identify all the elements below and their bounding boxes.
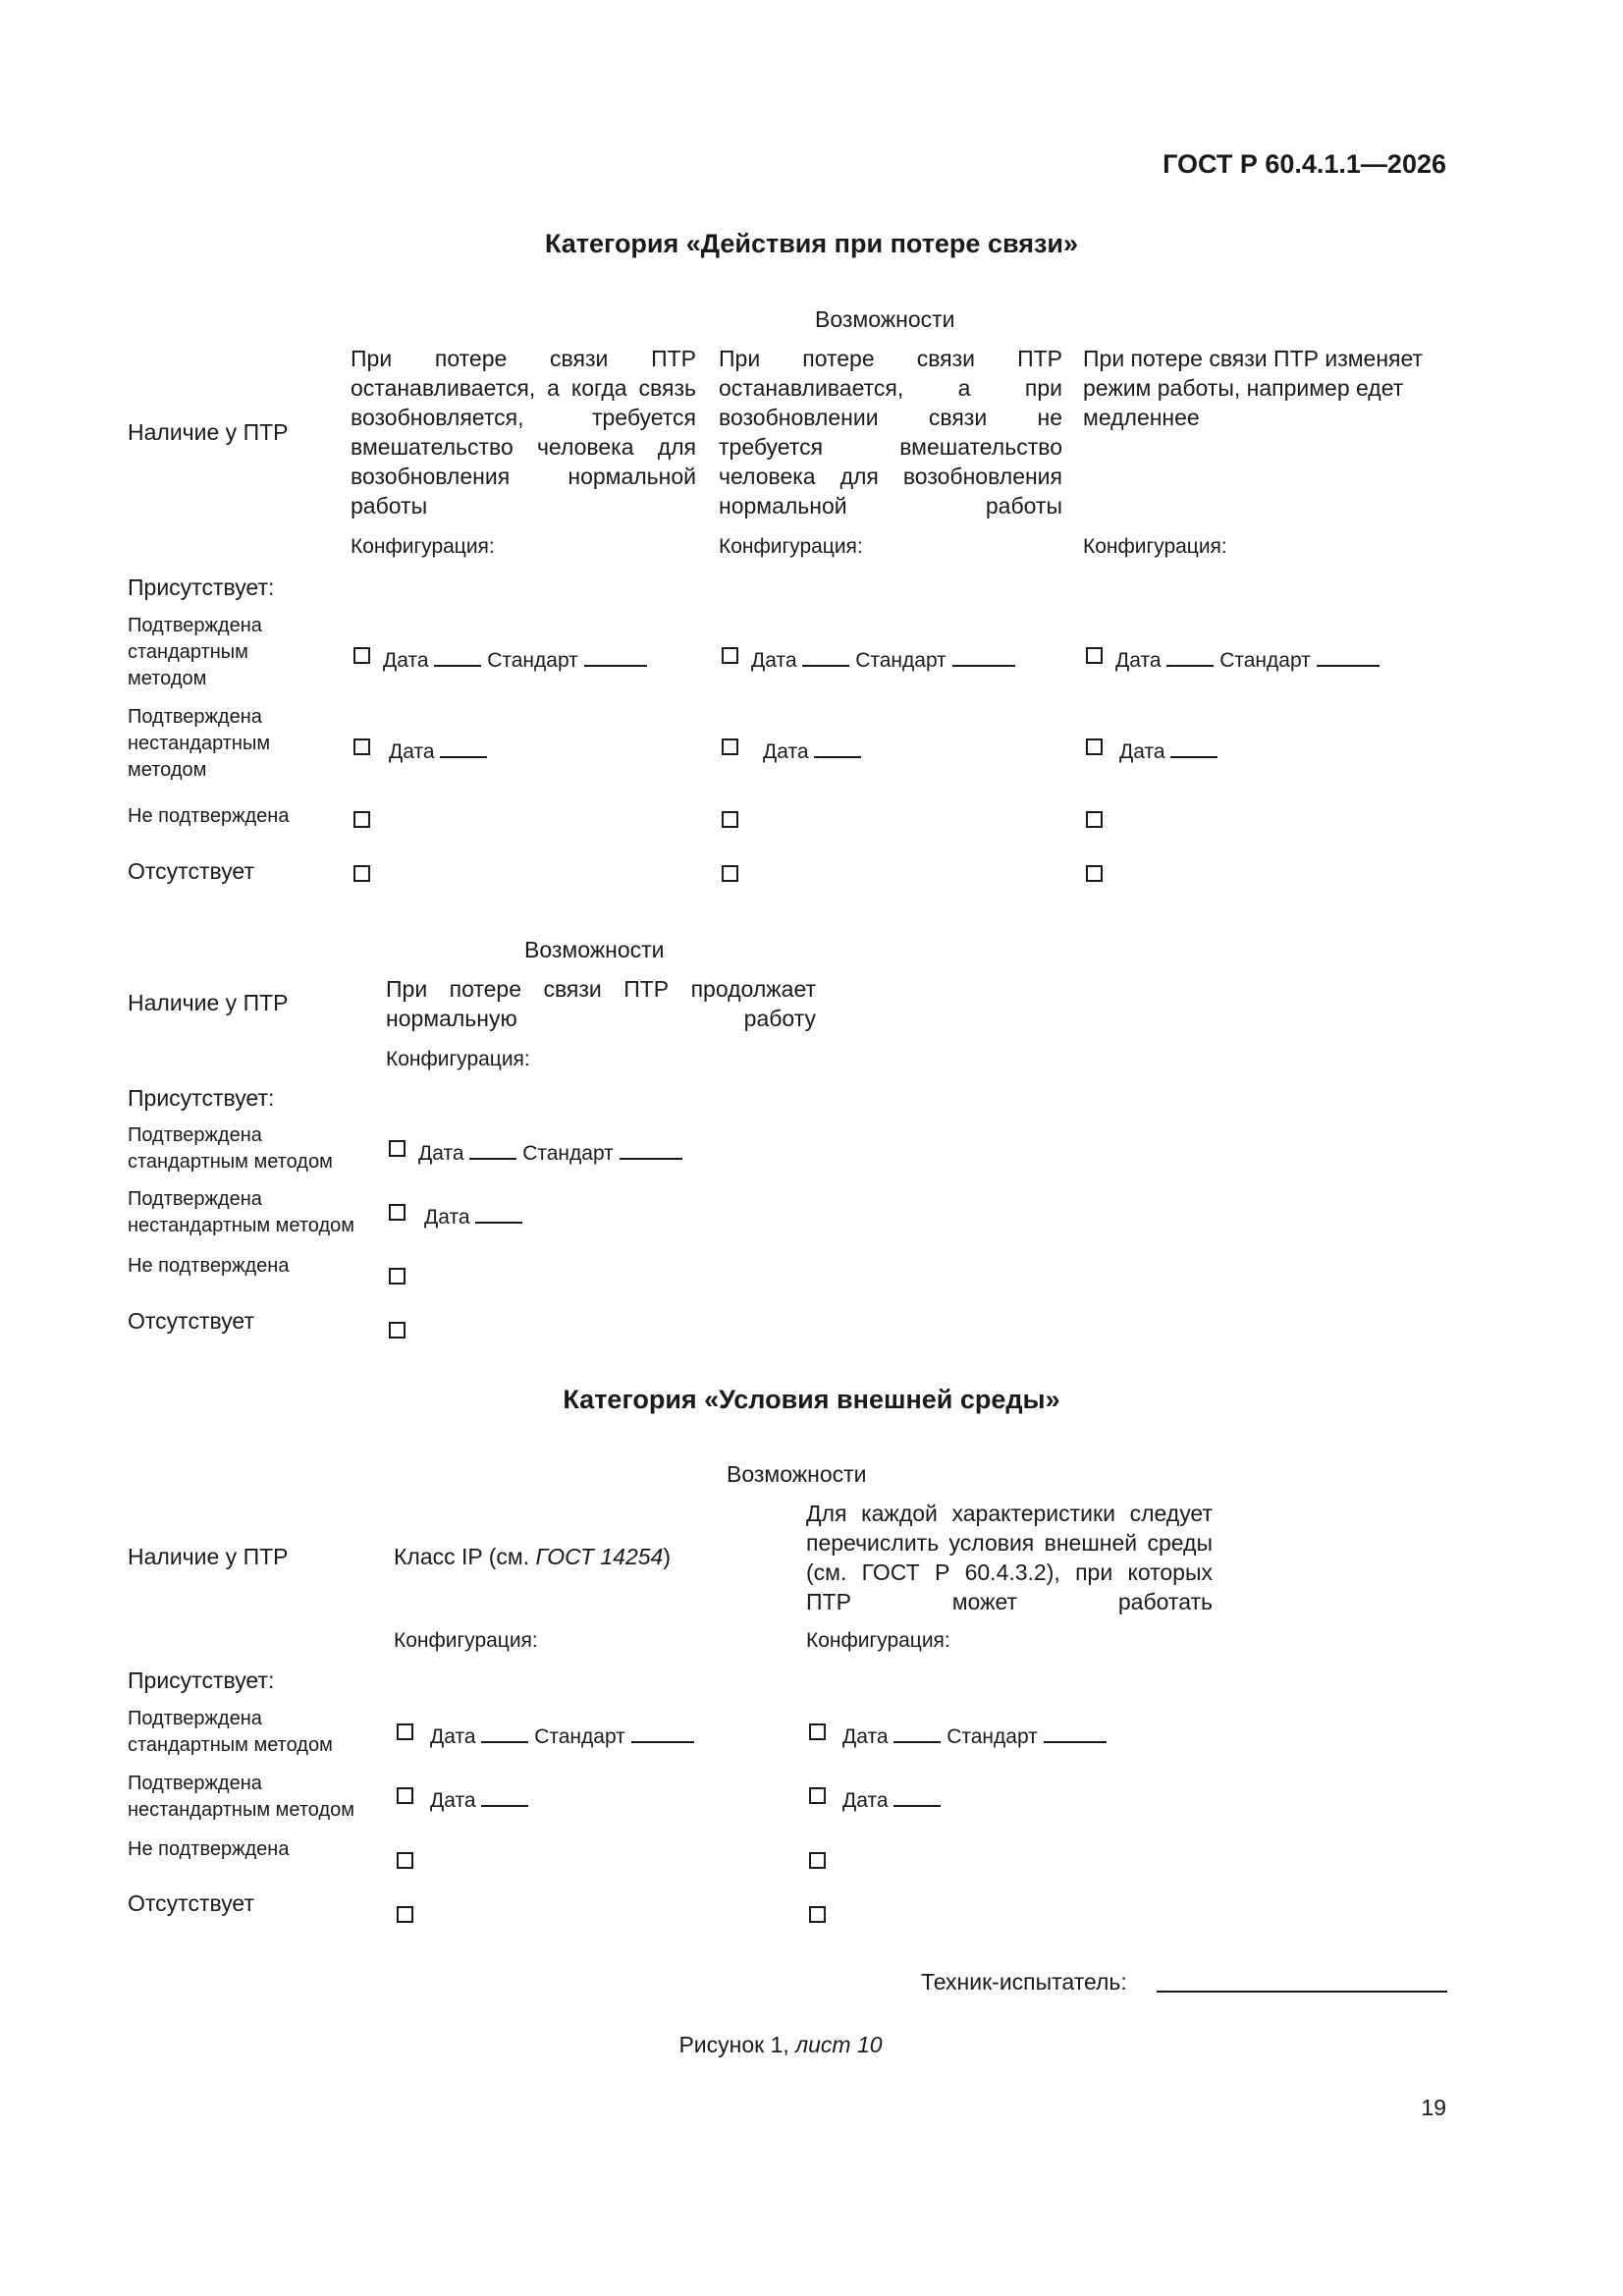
- checkbox-confirmed-standard[interactable]: [389, 1140, 406, 1157]
- checkbox-absent[interactable]: [389, 1322, 406, 1339]
- standard-label: Стандарт: [522, 1142, 614, 1165]
- date-blank[interactable]: [481, 1722, 528, 1743]
- checkbox-not-confirmed[interactable]: [353, 811, 370, 828]
- date-blank[interactable]: [481, 1786, 528, 1807]
- present-label: Присутствует:: [128, 574, 275, 600]
- capability-change-mode: При потере связи ПТР изменяет режим работы, например едет медленнее: [1083, 346, 1424, 430]
- not-confirmed-label: Не подтверждена: [128, 1838, 290, 1860]
- confirmed-nonstandard-label: Подтверждена нестандартным методом: [128, 1188, 355, 1236]
- date-blank[interactable]: [802, 646, 849, 667]
- standard-reference: ГОСТ 14254: [535, 1544, 664, 1569]
- row-label-presence: Наличие у ПТР: [128, 990, 289, 1015]
- row-label-presence: Наличие у ПТР: [128, 1544, 289, 1569]
- date-blank[interactable]: [434, 646, 481, 667]
- configuration-label: Конфигурация:: [719, 535, 863, 558]
- checkbox-confirmed-standard[interactable]: [1086, 647, 1103, 664]
- figure-caption: Рисунок 1, лист 10: [678, 2032, 883, 2057]
- checkbox-confirmed-standard[interactable]: [722, 647, 738, 664]
- date-label: Дата: [430, 1789, 476, 1812]
- standard-label: Стандарт: [487, 649, 578, 672]
- checkbox-confirmed-nonstandard[interactable]: [353, 738, 370, 755]
- checkbox-not-confirmed[interactable]: [389, 1268, 406, 1285]
- date-field: [1119, 738, 1217, 766]
- confirmed-standard-label: Подтверждена стандартным методом: [128, 615, 262, 689]
- checkbox-not-confirmed[interactable]: [1086, 811, 1103, 828]
- standard-blank[interactable]: [1317, 646, 1380, 667]
- checkbox-not-confirmed[interactable]: [722, 811, 738, 828]
- confirmed-nonstandard-label: Подтверждена нестандартным методом: [128, 1773, 355, 1821]
- standard-label: Стандарт: [947, 1725, 1038, 1748]
- date-label: Дата: [1115, 649, 1162, 672]
- standard-blank[interactable]: [620, 1139, 682, 1160]
- date-field: [424, 1203, 522, 1231]
- date-blank[interactable]: [469, 1139, 516, 1160]
- technician-label: Техник-испытатель:: [921, 1969, 1127, 1995]
- checkbox-confirmed-standard[interactable]: [397, 1723, 413, 1740]
- date-label: Дата: [418, 1142, 464, 1165]
- date-blank[interactable]: [893, 1786, 941, 1807]
- date-field: [763, 738, 861, 766]
- date-standard-field: [1115, 646, 1380, 675]
- date-label: Дата: [763, 740, 809, 763]
- document-id: ГОСТ Р 60.4.1.1—2026: [1163, 149, 1446, 179]
- date-label: Дата: [383, 649, 429, 672]
- standard-label: Стандарт: [1219, 649, 1311, 672]
- capability-environment-conditions: Для каждой характеристики следует перечислить условия внешней среды (см. ГОСТ Р 60.4.3.2), при которых ПТР может работать: [806, 1501, 1213, 1614]
- checkbox-absent[interactable]: [353, 865, 370, 882]
- checkbox-absent[interactable]: [397, 1906, 413, 1923]
- capabilities-heading: Возможности: [727, 1461, 867, 1487]
- absent-label: Отсутствует: [128, 1308, 254, 1334]
- configuration-label: Конфигурация:: [394, 1629, 538, 1652]
- date-blank[interactable]: [814, 738, 861, 758]
- date-standard-field: [430, 1722, 694, 1751]
- capability-continue-normal: При потере связи ПТР продолжает нормальную работу: [386, 976, 816, 1031]
- date-field: [430, 1786, 528, 1815]
- capabilities-heading: Возможности: [815, 306, 955, 332]
- present-label: Присутствует:: [128, 1667, 275, 1693]
- technician-signature-line[interactable]: [1157, 1991, 1447, 1993]
- date-field: [389, 738, 487, 766]
- present-label: Присутствует:: [128, 1085, 275, 1111]
- checkbox-confirmed-nonstandard[interactable]: [1086, 738, 1103, 755]
- checkbox-confirmed-nonstandard[interactable]: [809, 1787, 826, 1804]
- capability-stop-human-resume: При потере связи ПТР останавливается, а когда связь возобновляется, требуется вмешательство человека для возобновления нормальной работы: [351, 346, 696, 519]
- standard-blank[interactable]: [631, 1722, 694, 1743]
- capabilities-heading: Возможности: [524, 937, 665, 962]
- configuration-label: Конфигурация:: [1083, 535, 1227, 558]
- configuration-label: Конфигурация:: [351, 535, 495, 558]
- date-standard-field: [418, 1139, 682, 1168]
- date-standard-field: [842, 1722, 1107, 1751]
- date-label: Дата: [842, 1789, 889, 1812]
- date-standard-field: [751, 646, 1015, 675]
- confirmed-standard-label: Подтверждена стандартным методом: [128, 1708, 333, 1756]
- absent-label: Отсутствует: [128, 858, 254, 884]
- date-label: Дата: [842, 1725, 889, 1748]
- date-label: Дата: [751, 649, 797, 672]
- standard-blank[interactable]: [952, 646, 1015, 667]
- absent-label: Отсутствует: [128, 1890, 254, 1916]
- checkbox-absent[interactable]: [1086, 865, 1103, 882]
- confirmed-standard-label: Подтверждена стандартным методом: [128, 1124, 333, 1173]
- configuration-label: Конфигурация:: [386, 1048, 530, 1070]
- checkbox-not-confirmed[interactable]: [809, 1852, 826, 1869]
- standard-blank[interactable]: [1044, 1722, 1107, 1743]
- section-title-environment: Категория «Условия внешней среды»: [563, 1385, 1060, 1414]
- date-label: Дата: [1119, 740, 1165, 763]
- standard-blank[interactable]: [584, 646, 647, 667]
- date-label: Дата: [430, 1725, 476, 1748]
- date-field: [842, 1786, 941, 1815]
- checkbox-absent[interactable]: [809, 1906, 826, 1923]
- page-number: 19: [1421, 2095, 1446, 2120]
- checkbox-absent[interactable]: [722, 865, 738, 882]
- date-standard-field: [383, 646, 647, 675]
- checkbox-confirmed-standard[interactable]: [809, 1723, 826, 1740]
- date-blank[interactable]: [1170, 738, 1217, 758]
- configuration-label: Конфигурация:: [806, 1629, 950, 1652]
- not-confirmed-label: Не подтверждена: [128, 1255, 290, 1277]
- date-blank[interactable]: [893, 1722, 941, 1743]
- confirmed-nonstandard-label: Подтверждена нестандартным методом: [128, 706, 271, 781]
- figure-sheet: лист 10: [795, 2032, 883, 2057]
- section-title-communication-loss: Категория «Действия при потере связи»: [544, 229, 1078, 258]
- standard-label: Стандарт: [534, 1725, 625, 1748]
- checkbox-confirmed-nonstandard[interactable]: [722, 738, 738, 755]
- date-blank[interactable]: [1166, 646, 1214, 667]
- not-confirmed-label: Не подтверждена: [128, 805, 290, 827]
- checkbox-confirmed-nonstandard[interactable]: [397, 1787, 413, 1804]
- date-blank[interactable]: [475, 1203, 522, 1224]
- standard-label: Стандарт: [855, 649, 947, 672]
- date-blank[interactable]: [440, 738, 487, 758]
- checkbox-confirmed-nonstandard[interactable]: [389, 1204, 406, 1221]
- checkbox-confirmed-standard[interactable]: [353, 647, 370, 664]
- capability-ip-class: Класс IP (см. ГОСТ 14254): [394, 1544, 672, 1569]
- capability-stop-auto-resume: При потере связи ПТР останавливается, а при возобновлении связи не требуется вмешательство человека для возобновления нормальной работы: [719, 346, 1062, 519]
- date-label: Дата: [424, 1206, 470, 1229]
- date-label: Дата: [389, 740, 435, 763]
- checkbox-not-confirmed[interactable]: [397, 1852, 413, 1869]
- row-label-presence: Наличие у ПТР: [128, 419, 289, 445]
